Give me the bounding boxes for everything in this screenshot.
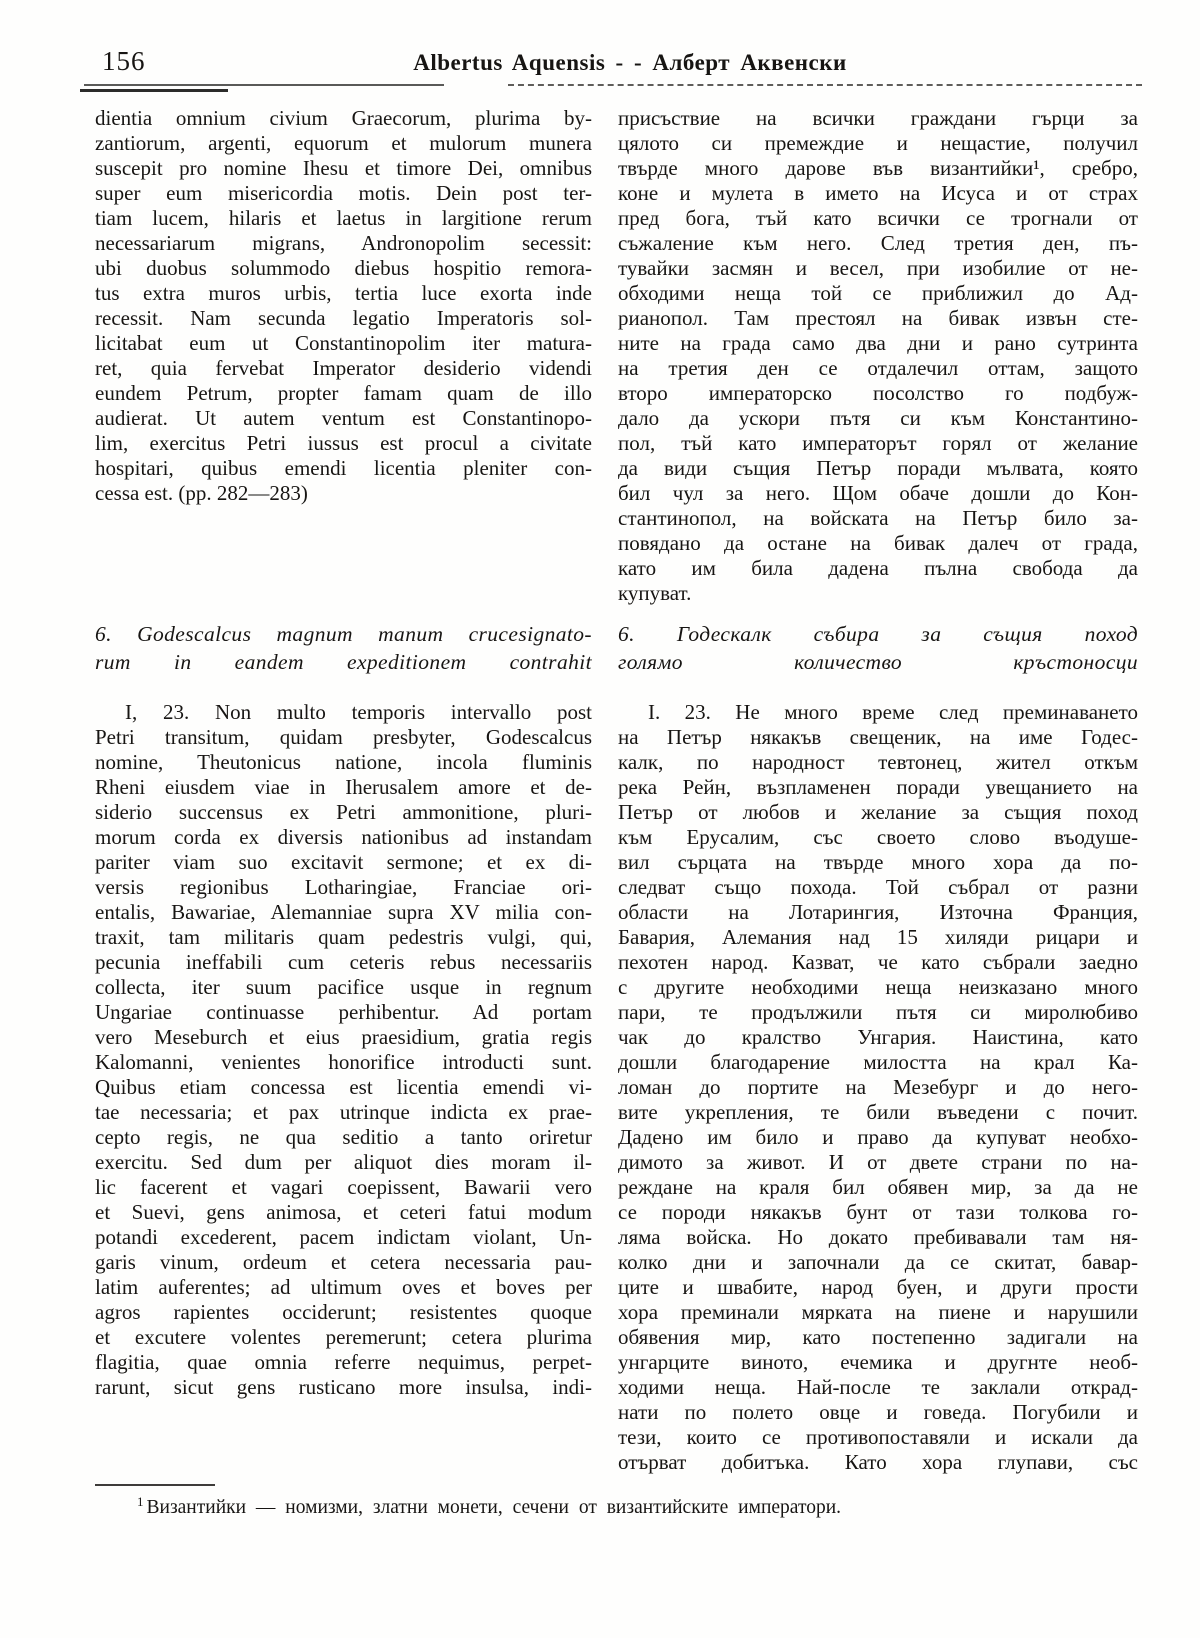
latin-paragraph-i23 (95, 700, 592, 1400)
bulgarian-paragraph-i23 (618, 700, 1138, 1475)
text-line: zantiorum, argenti, equorum et mulorum munera (95, 131, 592, 155)
text-line: купуват. (618, 581, 692, 605)
running-header-title: Albertus Aquensis - - Алберт Аквенски (413, 50, 847, 75)
text-line: eundem Petrum, propter famam quam de illo (95, 381, 592, 405)
header-rule-right (508, 84, 1142, 86)
text-line: ходими неща. Най-после те заклали открад- (618, 1375, 1138, 1399)
text-line: hospitari, quibus emendi licentia pleniter con- (95, 456, 592, 480)
text-line: вите укрепления, те били въведени с почит. (618, 1100, 1138, 1124)
text-line: Petri transitum, quidam presbyter, Godescalcus (95, 725, 592, 749)
text-line: области на Лотарингия, Източна Франция, (618, 900, 1138, 924)
text-line: dientia omnium civium Graecorum, plurima by- (95, 106, 592, 130)
text-line: като им била дадена пълна свобода да (618, 556, 1138, 580)
text-line: cessa est. (pp. 282—283) (95, 481, 308, 505)
header-rule-left-stub (80, 89, 228, 92)
text-line: пехотен народ. Казват, че като събрали заедно (618, 950, 1138, 974)
text-line: обявения мир, като постепенно задигали на (618, 1325, 1138, 1349)
text-line: хора преминали мярката на пиене и нарушили (618, 1300, 1138, 1324)
text-line: тувайки засмян и весел, при изобилие от не- (618, 256, 1138, 280)
text-line: latim auferentes; ad ultimum oves et boves per (95, 1275, 592, 1299)
text-line: пол, тъй като императорът горял от желание (618, 431, 1138, 455)
text-line: унгарците виното, ечемика и другнте необ- (618, 1350, 1138, 1374)
latin-column (95, 106, 592, 1400)
text-line: pecunia ineffabili cum ceteris rebus necessariis (95, 950, 592, 974)
text-line: съжаление към него. След третия ден, пъ- (618, 231, 1138, 255)
text-line: Ungariae continuasse perhibentur. Ad portam (95, 1000, 592, 1024)
text-line: collecta, iter suum pacifice usque in regnum (95, 975, 592, 999)
text-line: коне и мулета в името на Исуса и от страх (618, 181, 1138, 205)
text-line: cepto regis, ne qua seditio a tanto oriretur (95, 1125, 592, 1149)
text-line: нати по полето овце и говеда. Погубили и (618, 1400, 1138, 1424)
text-line: ните на града само два дни и рано сутринта (618, 331, 1138, 355)
bulgarian-section-heading (618, 620, 1138, 676)
text-line: рианопол. Там престоял на бивак извън сте- (618, 306, 1138, 330)
text-line: голямо количество кръстоносци (618, 650, 1138, 674)
text-line: tae necessaria; et pax utrinque indicta ex prae- (95, 1100, 592, 1124)
text-line: recessit. Nam secunda legatio Imperatoris sol- (95, 306, 592, 330)
text-line: пред бога, тъй като всички се трогнали от (618, 206, 1138, 230)
text-line: димото за живот. И от двете страни по на- (618, 1150, 1138, 1174)
text-line: тези, които се противопоставяли и искали да (618, 1425, 1138, 1449)
text-line: на Петър някакъв свещеник, на име Годес- (618, 725, 1138, 749)
text-line: vero Meseburch et eius praesidium, gratia regis (95, 1025, 592, 1049)
text-line: дошли благодарение милостта на крал Ка- (618, 1050, 1138, 1074)
text-line: 6. Godescalcus magnum manum crucesignato- (95, 622, 592, 646)
text-line: lim, exercitus Petri iussus est procul a civitate (95, 431, 592, 455)
text-line: I, 23. Non multo temporis intervallo post (125, 700, 592, 724)
footnote-text: Византийки — номизми, златни монети, сечени от византийските императори. (146, 1497, 842, 1518)
text-line: ломан до портите на Мезебург и до него- (618, 1075, 1138, 1099)
text-line: следват също похода. Той събрал от разни (618, 875, 1138, 899)
text-line: ците и швабите, народ буен, и други прости (618, 1275, 1138, 1299)
text-line: вил сърцата на твърде много хора да по- (618, 850, 1138, 874)
text-line: super eum misericordia motis. Dein post ter- (95, 181, 592, 205)
text-line: versis regionibus Lotharingiae, Franciae ori- (95, 875, 592, 899)
text-line: licitabat eum ut Constantinopolim iter matura- (95, 331, 592, 355)
text-line: et Suevi, gens animosa, et ceteri fatui modum (95, 1200, 592, 1224)
text-line: potandi excederent, pacem indictam violant, Un- (95, 1225, 592, 1249)
text-line: rarunt, sicut gens rusticano more insulsa, indi- (95, 1375, 592, 1399)
text-line: audierat. Ut autem ventum est Constantinopo- (95, 406, 592, 430)
text-line: второ императорско посолство го подбуж- (618, 381, 1138, 405)
text-line: да види същия Петър поради мълвата, която (618, 456, 1138, 480)
text-line: калк, по народност тевтонец, жител откъм (618, 750, 1138, 774)
text-line: suscepit pro nomine Ihesu et timore Dei, omnibus (95, 156, 592, 180)
text-line: et excutere volentes peremerunt; cetera plurima (95, 1325, 592, 1349)
header-rule-left (84, 84, 444, 86)
text-line: ubi duobus solummodo diebus hospitio remora- (95, 256, 592, 280)
text-line: на третия ден се отдалечил оттам, защото (618, 356, 1138, 380)
text-line: agros rapientes occiderunt; resistentes quoque (95, 1300, 592, 1324)
text-line: exercitu. Sed dum per aliquot dies moram il- (95, 1150, 592, 1174)
page-number: 156 (102, 46, 146, 76)
text-line: ret, quia fervebat Imperator desiderio videndi (95, 356, 592, 380)
text-line: Петър от любов и желание за същия поход (618, 800, 1138, 824)
text-line: siderio succensus ex Petri ammonitione, pluri- (95, 800, 592, 824)
text-line: 6. Годескалк събира за същия поход (618, 622, 1138, 646)
text-line: присъствие на всички граждани гърци за (618, 106, 1138, 130)
footnote (95, 1493, 1182, 1520)
text-line: с другите необходими неща неизказано много (618, 975, 1138, 999)
text-line: към Ерусалим, със своето слово въодуше- (618, 825, 1138, 849)
text-line: ляма войска. Но докато пребивавали там ня- (618, 1225, 1138, 1249)
text-line: garis vinum, ordeum et cetera necessaria pau- (95, 1250, 592, 1274)
footnote-marker: 1 (137, 1493, 144, 1509)
text-line: Kalomanni, venientes honorifice introducti sunt. (95, 1050, 592, 1074)
text-line: tiam lucem, hilaris et laetus in largitione rerum (95, 206, 592, 230)
text-line: твърде много дарове във византийки¹, сребро, (618, 156, 1138, 180)
text-line: реждане на краля бил обявен мир, за да не (618, 1175, 1138, 1199)
text-line: nomine, Theutonicus natione, incola fluminis (95, 750, 592, 774)
text-line: tus extra muros urbis, tertia luce exorta inde (95, 281, 592, 305)
text-line: бил чул за него. Щом обаче дошли до Кон- (618, 481, 1138, 505)
latin-paragraph-continuation (95, 106, 592, 506)
text-line: Quibus etiam concessa est licentia emendi vi- (95, 1075, 592, 1099)
text-line: rum in eandem expeditionem contrahit (95, 650, 592, 674)
text-line: entalis, Bawariae, Alemanniae supra XV milia con- (95, 900, 592, 924)
latin-section-heading (95, 620, 592, 676)
footnote-separator-rule (95, 1484, 215, 1486)
text-line: flagitia, quae omnia referre nequimus, perpet- (95, 1350, 592, 1374)
bulgarian-paragraph-continuation (618, 106, 1138, 606)
text-line: пари, те продължили пътя си миролюбиво (618, 1000, 1138, 1024)
two-column-text-area (95, 106, 1138, 1475)
text-line: река Рейн, възпламенен поради увещанието на (618, 775, 1138, 799)
text-line: чак до кралство Унгария. Наистина, като (618, 1025, 1138, 1049)
text-line: колко дни и започнали да се скитат, бавар- (618, 1250, 1138, 1274)
text-line: дало да ускори пътя си към Константино- (618, 406, 1138, 430)
text-line: pariter viam suo excitavit sermone; et ex di- (95, 850, 592, 874)
text-line: Rheni eiusdem viae in Iherusalem amore et de- (95, 775, 592, 799)
text-line: necessariarum migrans, Andronopolim secessit: (95, 231, 592, 255)
text-line: повядано да остане на бивак далеч от града, (618, 531, 1138, 555)
text-line: lic facerent et vagari coepissent, Bawarii vero (95, 1175, 592, 1199)
text-line: отърват добитъка. Като хора глупави, със (618, 1450, 1138, 1474)
text-line: I. 23. Не много време след преминаването (648, 700, 1138, 724)
text-line: стантинопол, на войската на Петър било за- (618, 506, 1138, 530)
text-line: се породи някакъв бунт от тази толкова го- (618, 1200, 1138, 1224)
text-line: traxit, tam militaris quam pedestris vulgi, qui, (95, 925, 592, 949)
text-line: обходими неща той се приближил до Ад- (618, 281, 1138, 305)
text-line: цялото си премеждие и нещастие, получил (618, 131, 1138, 155)
text-line: Дадено им било и право да купуват необхо- (618, 1125, 1138, 1149)
bulgarian-column (618, 106, 1138, 1475)
text-line: Бавария, Алемания над 15 хиляди рицари и (618, 925, 1138, 949)
text-line: morum corda ex diversis nationibus ad instandam (95, 825, 592, 849)
